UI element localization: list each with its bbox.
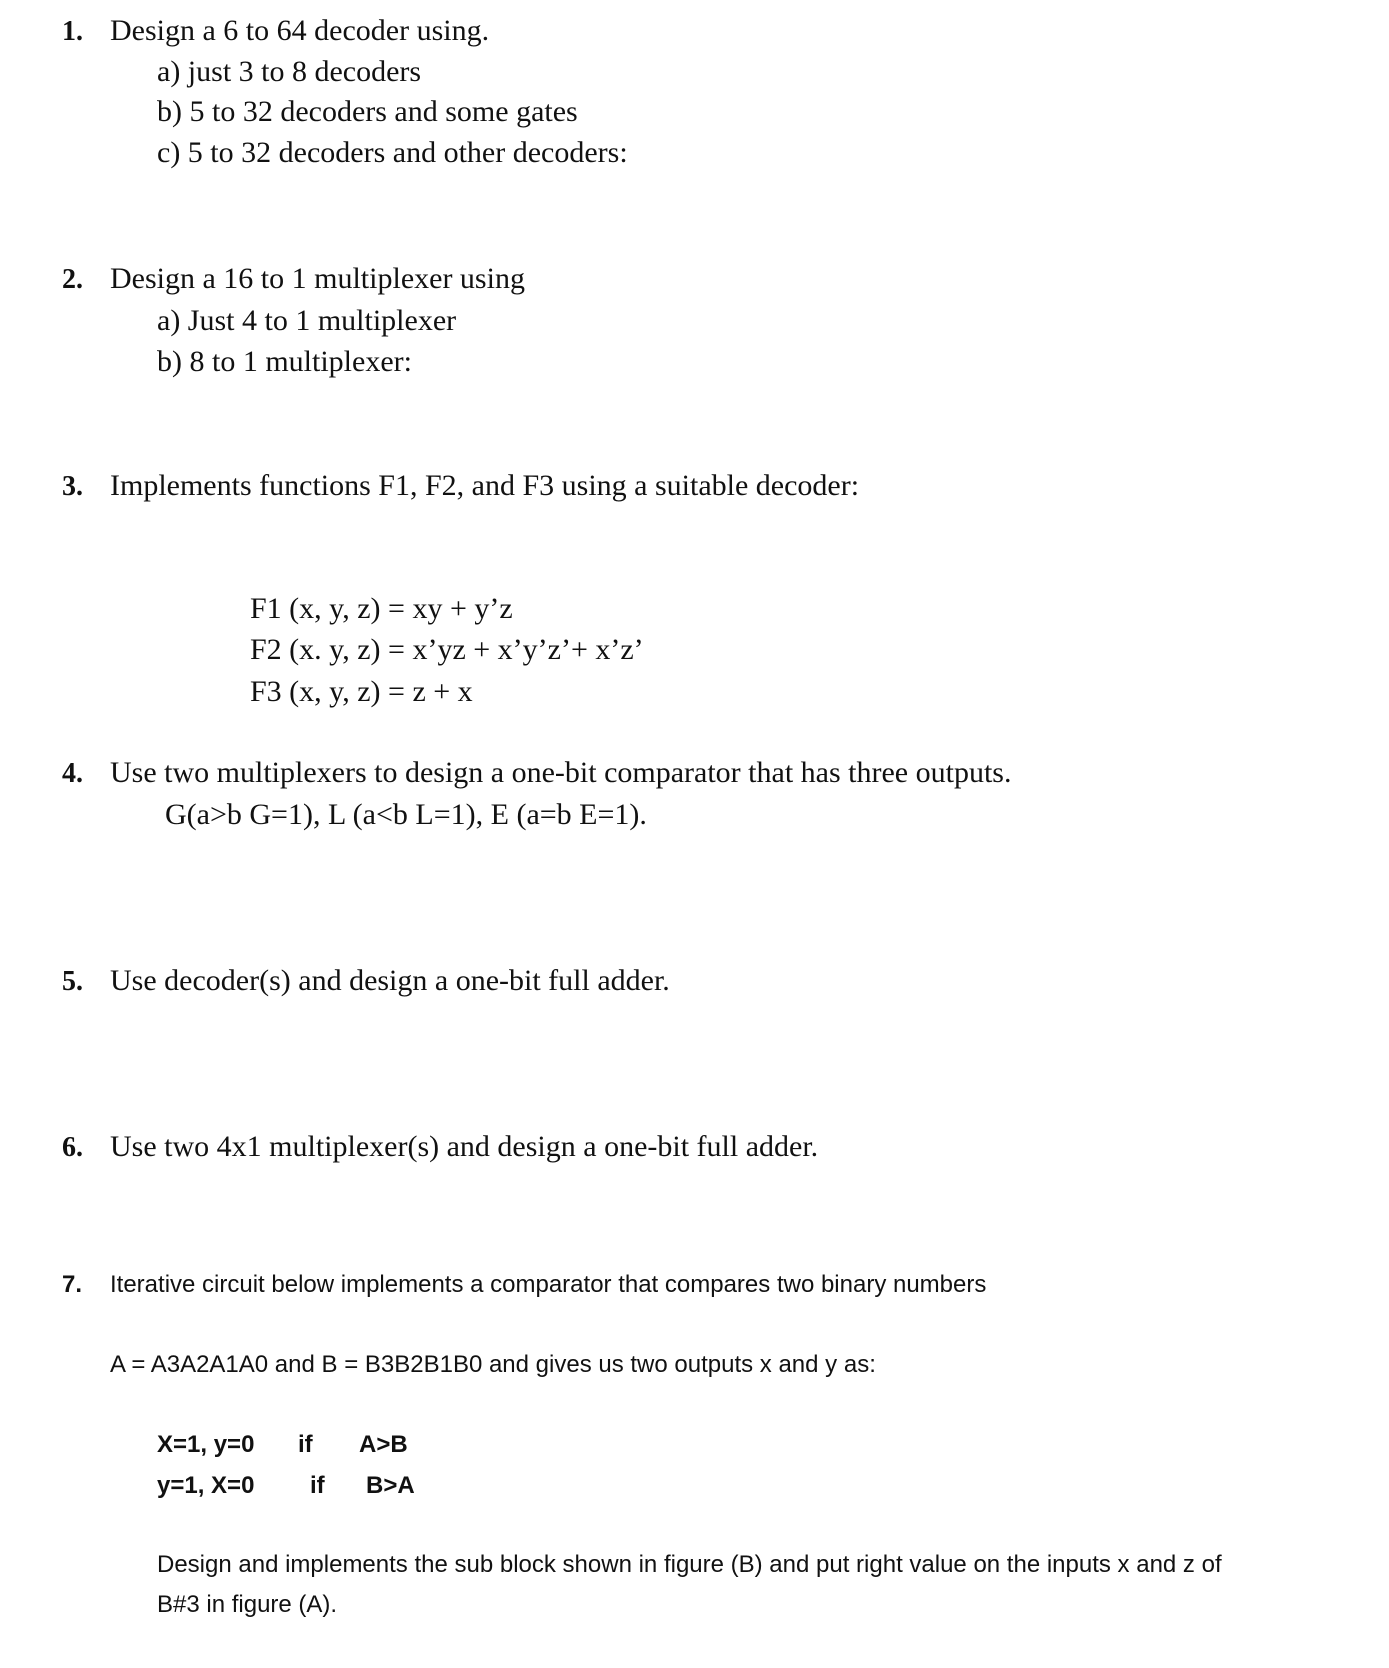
question-text: Iterative circuit below implements a comparator that compares two binary numbers — [110, 1271, 987, 1298]
question-part: a) Just 4 to 1 multiplexer — [157, 304, 457, 337]
question-text: Implements functions F1, F2, and F3 using a suitable decoder: — [110, 469, 860, 502]
condition-output: y=1, X=0 — [157, 1472, 255, 1499]
condition-relation: B>A — [366, 1472, 415, 1499]
question-number: 3. — [62, 471, 83, 502]
question-subtext: G(a>b G=1), L (a<b L=1), E (a=b E=1). — [165, 798, 647, 831]
condition-relation: A>B — [359, 1431, 408, 1458]
function-f2: F2 (x. y, z) = x’yz + x’y’z’+ x’z’ — [250, 633, 644, 666]
function-f1: F1 (x, y, z) = xy + y’z — [250, 592, 513, 625]
question-text: Use two multiplexers to design a one-bit comparator that has three outputs. — [110, 756, 1012, 789]
question-text: Use two 4x1 multiplexer(s) and design a one-bit full adder. — [110, 1130, 819, 1163]
question-number: 2. — [62, 264, 83, 295]
question-line2: A = A3A2A1A0 and B = B3B2B1B0 and gives us two outputs x and y as: — [110, 1351, 876, 1378]
question-text: Design a 6 to 64 decoder using. — [110, 14, 490, 47]
question-text: Design a 16 to 1 multiplexer using — [110, 262, 525, 295]
condition-if: if — [310, 1472, 325, 1499]
question-number: 7. — [62, 1271, 83, 1298]
design-instruction-cont: B#3 in figure (A). — [157, 1591, 338, 1618]
function-f3: F3 (x, y, z) = z + x — [250, 675, 473, 708]
question-part: b) 5 to 32 decoders and some gates — [157, 95, 578, 128]
question-number: 1. — [62, 16, 83, 47]
condition-output: X=1, y=0 — [157, 1431, 255, 1458]
design-instruction: Design and implements the sub block shown in figure (B) and put right value on the inputs x and z of — [157, 1551, 1222, 1578]
question-text: Use decoder(s) and design a one-bit full adder. — [110, 964, 670, 997]
question-number: 5. — [62, 966, 83, 997]
question-number: 4. — [62, 758, 83, 789]
question-part: b) 8 to 1 multiplexer: — [157, 345, 412, 378]
condition-if: if — [298, 1431, 313, 1458]
question-part: c) 5 to 32 decoders and other decoders: — [157, 136, 628, 169]
question-part: a) just 3 to 8 decoders — [157, 55, 422, 88]
question-number: 6. — [62, 1132, 83, 1163]
